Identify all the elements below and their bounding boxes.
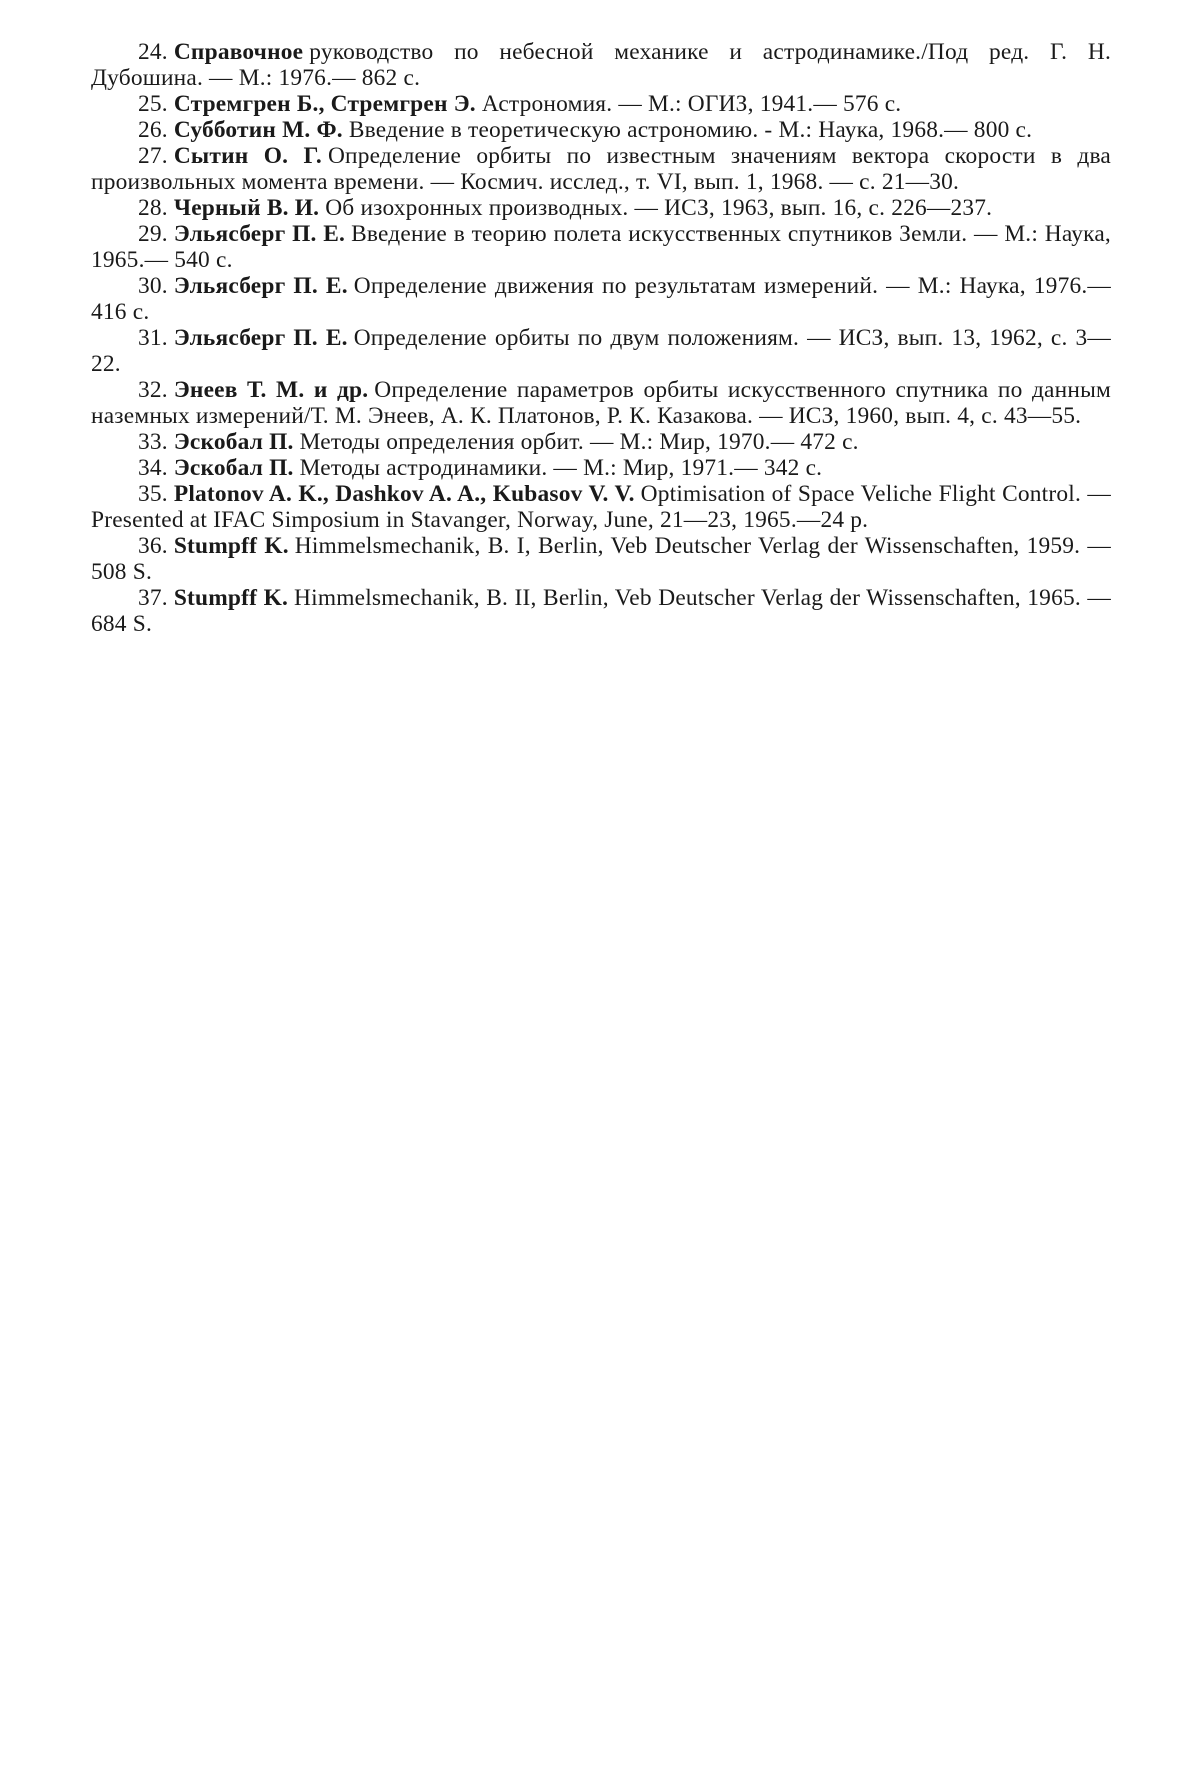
reference-number: 24. <box>138 39 168 65</box>
reference-number: 37. <box>138 585 168 611</box>
reference-author: Сытин О. Г. <box>173 143 322 169</box>
reference-item <box>91 221 1111 273</box>
reference-text: Методы астродинамики. — М.: Мир, 1971.— 342 с. <box>299 455 823 481</box>
reference-text: Определение орбиты по известным значениям вектора скорости в два произвольных момента времени. — Космич. исслед., т. VI, вып. 1, 1968. — с. 21—30. <box>91 143 1111 195</box>
reference-number: 29. <box>138 221 168 247</box>
reference-author: Stumpff K. <box>173 533 289 559</box>
reference-item <box>91 429 1111 455</box>
reference-item <box>91 91 1111 117</box>
reference-number: 25. <box>138 91 168 117</box>
reference-item <box>91 143 1111 195</box>
reference-author: Эльясберг П. Е. <box>173 273 348 299</box>
reference-number: 26. <box>138 117 168 143</box>
reference-author: Platonov A. K., Dashkov A. A., Kubasov V. V. <box>173 481 635 507</box>
reference-list <box>91 39 1111 637</box>
reference-item <box>91 481 1111 533</box>
reference-item <box>91 325 1111 377</box>
reference-text: Астрономия. — М.: ОГИЗ, 1941.— 576 с. <box>481 91 902 117</box>
reference-item <box>91 39 1111 91</box>
reference-author: Эскобал П. <box>173 455 294 481</box>
reference-number: 28. <box>138 195 168 221</box>
reference-number: 34. <box>138 455 168 481</box>
reference-item <box>91 585 1111 637</box>
reference-author: Черный В. И. <box>173 195 320 221</box>
reference-text: Определение движения по результатам измерений. — М.: Наука, 1976.— 416 с. <box>91 273 1111 325</box>
reference-text: Определение параметров орбиты искусственного спутника по данным наземных измерений/Т. М. Энеев, А. К. Платонов, Р. К. Казакова. — ИСЗ, 1960, вып. 4, с. 43—55. <box>91 377 1111 429</box>
reference-item <box>91 455 1111 481</box>
reference-text: Введение в теоретическую астрономию. - М.: Наука, 1968.— 800 с. <box>348 117 1033 143</box>
reference-text: Himmelsmechanik, B. I, Berlin, Veb Deutscher Verlag der Wissenschaften, 1959. — 508 S. <box>91 533 1111 585</box>
reference-number: 35. <box>138 481 168 507</box>
reference-item <box>91 273 1111 325</box>
reference-item <box>91 117 1111 143</box>
reference-item <box>91 533 1111 585</box>
reference-number: 31. <box>138 325 168 351</box>
reference-text: Методы определения орбит. — М.: Мир, 1970.— 472 с. <box>299 429 859 455</box>
reference-item <box>91 377 1111 429</box>
reference-text: Optimisation of Space Veliche Flight Control. — Presented at IFAC Simposium in Stavanger, Norway, June, 21—23, 1965.—24 p. <box>91 481 1111 533</box>
reference-number: 33. <box>138 429 168 455</box>
reference-text: руководство по небесной механике и астродинамике./Под ред. Г. Н. Дубошина. — М.: 1976.— 862 с. <box>91 39 1111 91</box>
reference-author: Эльясберг П. Е. <box>173 325 348 351</box>
reference-author: Субботин М. Ф. <box>173 117 343 143</box>
reference-author: Stumpff K. <box>173 585 289 611</box>
reference-author: Эскобал П. <box>173 429 294 455</box>
reference-text: Введение в теорию полета искусственных спутников Земли. — М.: Наука, 1965.— 540 с. <box>91 221 1111 273</box>
reference-text: Определение орбиты по двум положениям. — ИСЗ, вып. 13, 1962, с. 3—22. <box>91 325 1111 377</box>
reference-number: 32. <box>138 377 168 403</box>
reference-number: 27. <box>138 143 168 169</box>
reference-text: Об изохронных производных. — ИСЗ, 1963, вып. 16, с. 226—237. <box>325 195 993 221</box>
reference-item <box>91 195 1111 221</box>
reference-number: 36. <box>138 533 168 559</box>
reference-number: 30. <box>138 273 168 299</box>
reference-author: Справочное <box>173 39 304 65</box>
reference-author: Энеев Т. М. и др. <box>173 377 369 403</box>
reference-text: Himmelsmechanik, B. II, Berlin, Veb Deutscher Verlag der Wissenschaften, 1965. — 684 S. <box>91 585 1111 637</box>
reference-author: Эльясберг П. Е. <box>173 221 346 247</box>
reference-author: Стремгрен Б., Стремгрен Э. <box>173 91 476 117</box>
